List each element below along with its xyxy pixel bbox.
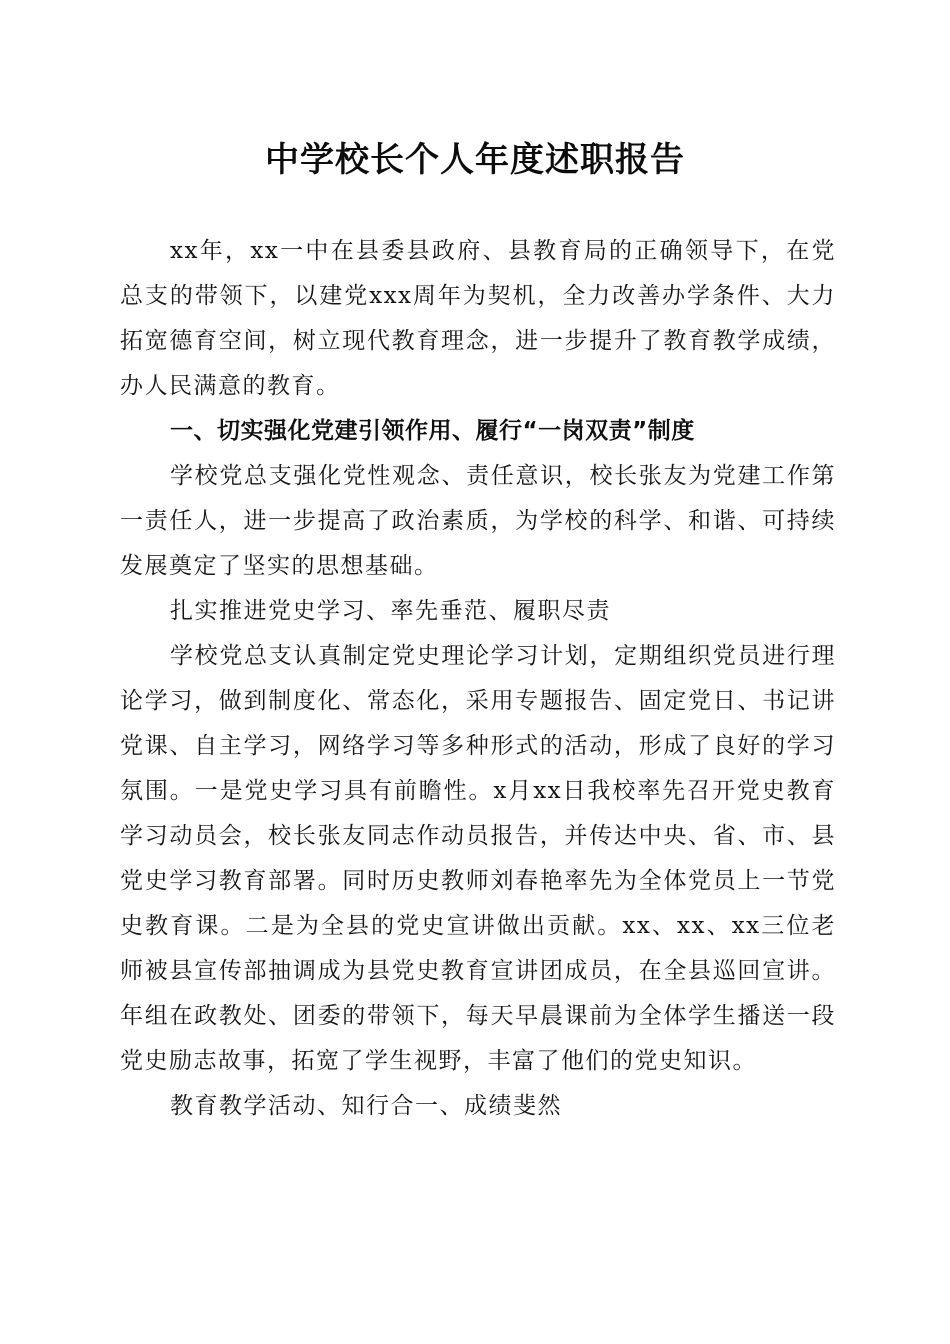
party-history-paragraph: 学校党总支认真制定党史理论学习计划，定期组织党员进行理论学习，做到制度化、常态化，采用专题报告、固定党日、书记讲党课、自主学习，网络学习等多种形式的活动，形成了良好的学习氛围。一是党史学习具有前瞻性。x月xx日我校率先召开党史教育学习动员会，校长张友同志作动员报告，并传达中央、省、市、县党史学习教育部署。同时历史教师刘春艳率先为全体党员上一节党史教育课。二是为全县的党史宣讲做出贡献。xx、xx、xx三位老师被县宣传部抽调成为县党史教育宣讲团成员，在全县巡回宣讲。年组在政教处、团委的带领下，每天早晨课前为全体学生播送一段党史励志故事，拓宽了学生视野，丰富了他们的党史知识。 [120, 643, 836, 1074]
intro-paragraph: xx年，xx一中在县委县政府、县教育局的正确领导下，在党总支的带领下，以建党xxx周年为契机，全力改善办学条件、大力拓宽德育空间，树立现代教育理念，进一步提升了教育教学成绩，办人民满意的教育。 [120, 238, 836, 399]
document-title: 中学校长个人年度述职报告 [265, 140, 685, 180]
document-body [120, 229, 836, 1129]
subsection-heading-party-history: 扎实推进党史学习、率先垂范、履职尽责 [170, 598, 611, 624]
section-1-paragraph: 学校党总支强化党性观念、责任意识，校长张友为党建工作第一责任人，进一步提高了政治素质，为学校的科学、和谐、可持续发展奠定了坚实的思想基础。 [120, 463, 836, 579]
section-heading-1: 一、切实强化党建引领作用、履行“一岗双责”制度 [170, 418, 695, 444]
subsection-heading-teaching: 教育教学活动、知行合一、成绩斐然 [170, 1093, 562, 1119]
